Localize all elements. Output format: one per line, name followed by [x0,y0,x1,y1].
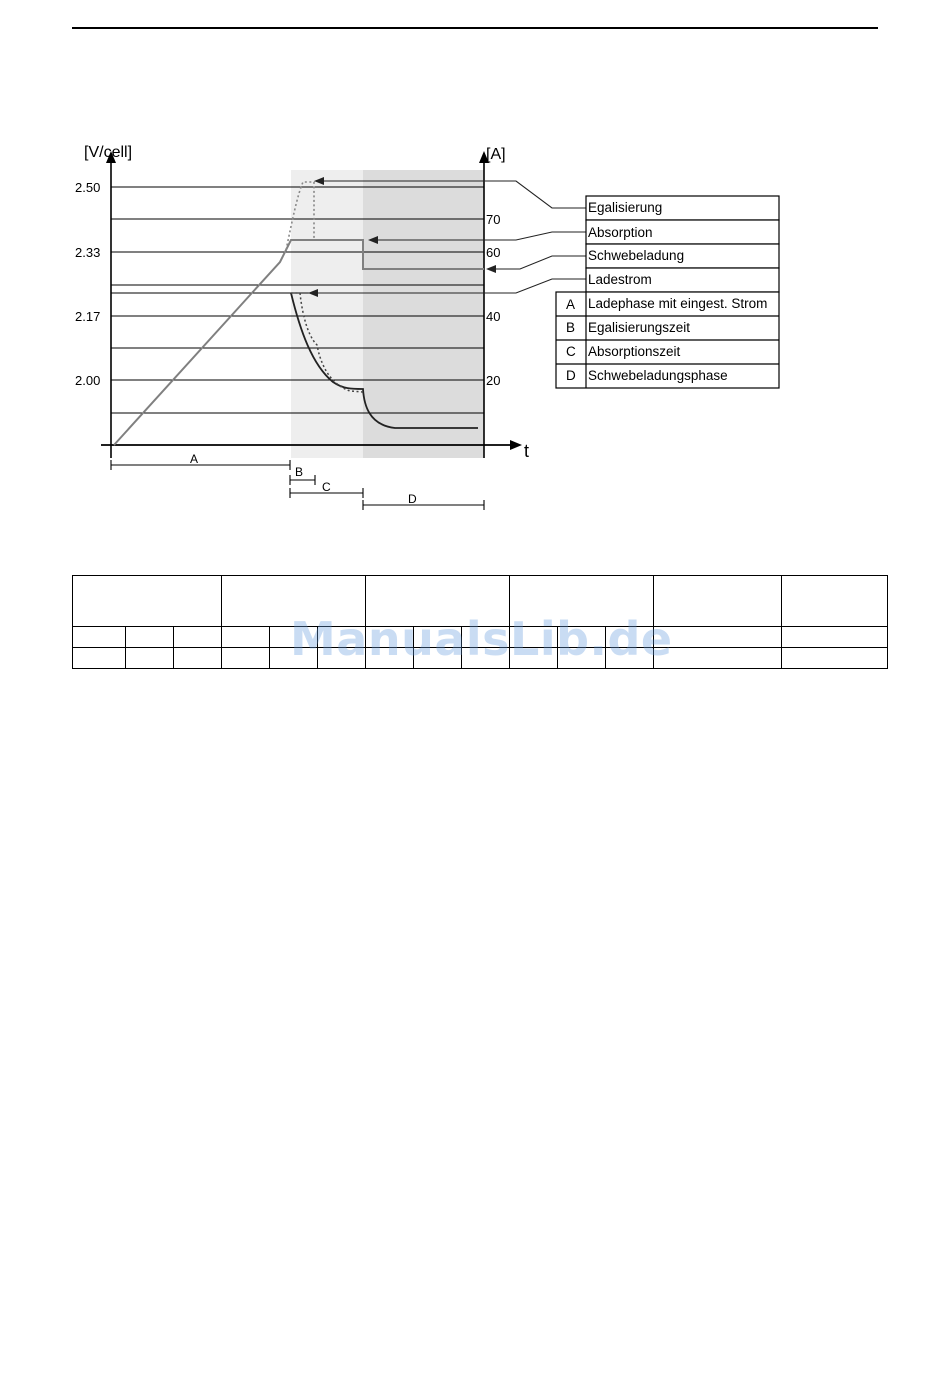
legend-egalisierung: Egalisierung [588,200,663,215]
time-axis-label: t [524,441,530,461]
right-tick-2: 60 [486,245,501,260]
phase-letter-a: A [566,297,576,312]
right-tick-3: 40 [486,309,501,324]
span-label-a: A [190,452,199,466]
span-label-c: C [322,480,331,494]
legend-schwebeladung: Schwebeladung [588,248,685,263]
watermark: ManualsLib.de [290,612,673,666]
span-d [363,500,484,510]
right-tick-4: 20 [486,373,501,388]
phase-text-d: Schwebeladungsphase [588,368,728,383]
left-tick-2: 2.33 [75,245,101,260]
left-tick-4: 2.00 [75,373,101,388]
phase-letter-d: D [566,368,576,383]
phase-text-c: Absorptionszeit [588,344,681,359]
right-axis-unit: [A] [486,146,506,163]
pointer-schwebeladung [486,256,586,273]
legend-ladestrom: Ladestrom [588,272,652,287]
charging-diagram [0,0,950,560]
zone-b-c-shading [291,170,363,458]
legend-absorption: Absorption [588,225,653,240]
left-axis-unit: [V/cell] [84,144,133,161]
table-header-cell [654,576,782,627]
right-tick-1: 70 [486,212,501,227]
table-header-cell [73,576,222,627]
left-tick-3: 2.17 [75,309,101,324]
phase-text-b: Egalisierungszeit [588,320,691,335]
span-a [111,460,290,470]
phase-text-a: Ladephase mit eingest. Strom [588,296,768,311]
table-header-cell [782,576,888,627]
phase-letter-b: B [566,320,576,335]
phase-letter-c: C [566,344,576,359]
left-tick-1: 2.50 [75,180,101,195]
span-label-b: B [295,465,304,479]
zone-d-shading [363,170,484,458]
time-axis-arrow-icon [510,440,522,450]
span-label-d: D [408,492,417,506]
